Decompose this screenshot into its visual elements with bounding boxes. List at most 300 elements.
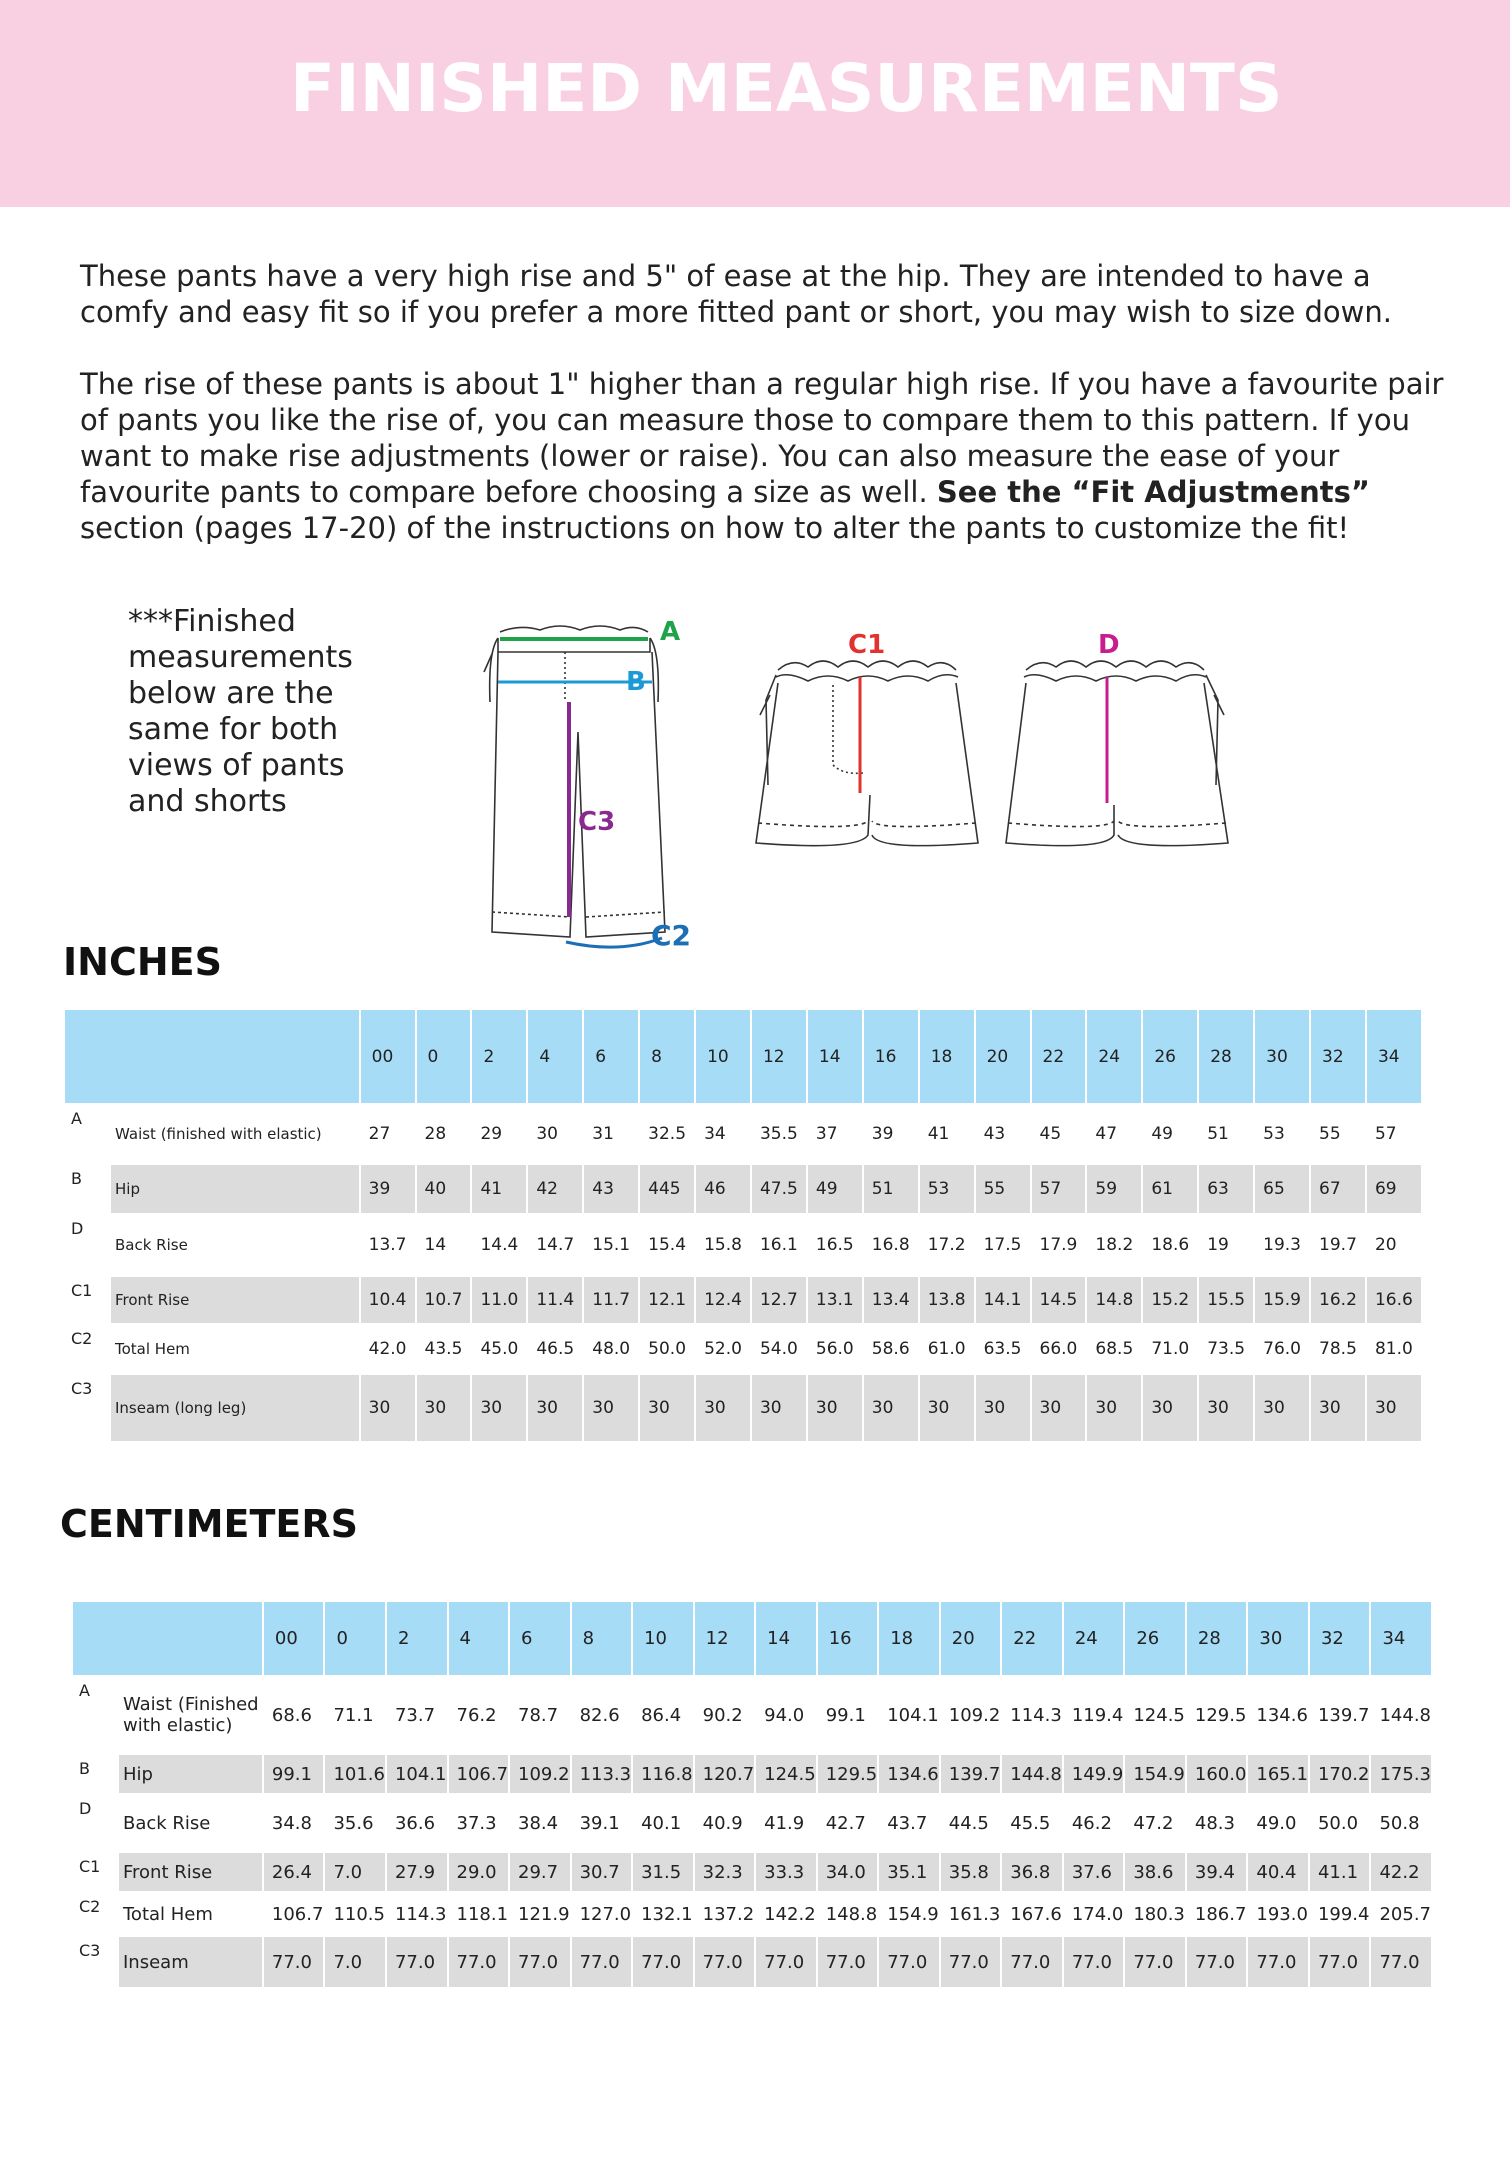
inches-table-row xyxy=(65,1277,1421,1323)
measurement-cell: 35.6 xyxy=(333,1812,374,1834)
measurement-cell: 18.6 xyxy=(1151,1235,1190,1255)
measurement-cell: 47.5 xyxy=(752,1165,806,1213)
measurement-cell: 71.1 xyxy=(333,1704,374,1726)
measurement-cell: 49.0 xyxy=(1256,1812,1297,1834)
measurement-cell: 30 xyxy=(640,1375,694,1441)
measurement-cell: 43.5 xyxy=(424,1339,463,1359)
row-label: Hip xyxy=(111,1165,359,1213)
inches-size-header: 22 xyxy=(1032,1010,1086,1103)
measurement-cell: 17.9 xyxy=(1039,1235,1078,1255)
measurement-cell: 13.7 xyxy=(368,1235,407,1255)
measurement-cell: 50.0 xyxy=(648,1339,687,1359)
measurement-cell: 42 xyxy=(528,1165,582,1213)
measurement-cell: 30 xyxy=(1143,1375,1197,1441)
measurement-cell: 58.6 xyxy=(871,1339,910,1359)
measurement-cell: 41 xyxy=(927,1124,950,1144)
row-code: B xyxy=(65,1165,109,1213)
measurement-cell: 82.6 xyxy=(579,1704,620,1726)
row-label: Inseam (long leg) xyxy=(111,1375,359,1441)
measurement-cell: 199.4 xyxy=(1317,1903,1370,1925)
inches-size-header: 28 xyxy=(1199,1010,1253,1103)
measurement-cell: 205.7 xyxy=(1379,1903,1431,1925)
centimeters-size-header: 6 xyxy=(510,1602,570,1675)
measurement-cell: 30 xyxy=(361,1375,415,1441)
measurement-cell: 59 xyxy=(1087,1165,1141,1213)
measurement-cell: 77.0 xyxy=(1310,1937,1370,1987)
measurement-cell: 77.0 xyxy=(818,1937,878,1987)
measurement-cell: 94.0 xyxy=(764,1704,805,1726)
measurement-cell: 11.4 xyxy=(528,1277,582,1323)
centimeters-size-header: 26 xyxy=(1125,1602,1185,1675)
measurement-cell: 174.0 xyxy=(1071,1903,1124,1925)
centimeters-table-row xyxy=(73,1893,1431,1935)
measurement-cell: 78.7 xyxy=(518,1704,559,1726)
row-label: Waist (finished with elastic) xyxy=(115,1124,322,1143)
measurement-cell: 51 xyxy=(864,1165,918,1213)
measurement-cell: 90.2 xyxy=(702,1704,743,1726)
centimeters-size-header: 10 xyxy=(633,1602,693,1675)
measurement-cell: 35.8 xyxy=(941,1853,1001,1891)
measurement-cell: 33.3 xyxy=(756,1853,816,1891)
measurement-cell: 77.0 xyxy=(633,1937,693,1987)
measurement-cell: 68.6 xyxy=(271,1704,312,1726)
measurement-cell: 144.8 xyxy=(1379,1704,1431,1726)
inches-table-row xyxy=(65,1165,1421,1213)
centimeters-table-row xyxy=(73,1937,1431,1987)
measurement-cell: 30 xyxy=(752,1375,806,1441)
measurement-cell: 29.7 xyxy=(510,1853,570,1891)
row-label: Back Rise xyxy=(115,1235,188,1254)
measurement-cell: 31 xyxy=(592,1124,614,1144)
shorts-front-diagram xyxy=(748,625,988,855)
measurement-cell: 170.2 xyxy=(1310,1755,1370,1793)
measurement-cell: 16.1 xyxy=(759,1235,798,1255)
measurement-cell: 31.5 xyxy=(633,1853,693,1891)
inches-size-header: 18 xyxy=(920,1010,974,1103)
inches-table-row xyxy=(65,1105,1421,1163)
measurement-cell: 142.2 xyxy=(764,1903,816,1925)
inches-table xyxy=(63,1008,1423,1443)
centimeters-size-header: 0 xyxy=(325,1602,385,1675)
measurement-cell: 12.4 xyxy=(696,1277,750,1323)
measurement-cell: 49 xyxy=(808,1165,862,1213)
centimeters-size-header: 34 xyxy=(1371,1602,1431,1675)
inches-size-header: 10 xyxy=(696,1010,750,1103)
measurement-cell: 30 xyxy=(1087,1375,1141,1441)
measurement-cell: 42.2 xyxy=(1371,1853,1431,1891)
measurement-cell: 445 xyxy=(640,1165,694,1213)
inches-size-header: 6 xyxy=(584,1010,638,1103)
measurement-cell: 14.7 xyxy=(536,1235,575,1255)
centimeters-size-header: 12 xyxy=(695,1602,755,1675)
measurement-cell: 41 xyxy=(472,1165,526,1213)
row-code: A xyxy=(65,1105,109,1163)
page-title: FINISHED MEASUREMENTS xyxy=(290,50,1283,127)
inches-size-header: 8 xyxy=(640,1010,694,1103)
measurement-cell: 49 xyxy=(1151,1124,1173,1144)
measurement-cell: 12.1 xyxy=(640,1277,694,1323)
label-d: D xyxy=(1098,630,1120,660)
measurement-cell: 14.1 xyxy=(976,1277,1030,1323)
inches-size-header: 4 xyxy=(528,1010,582,1103)
measurement-cell: 30 xyxy=(528,1375,582,1441)
inches-size-header: 0 xyxy=(417,1010,471,1103)
measurement-cell: 77.0 xyxy=(1371,1937,1431,1987)
fit-adjustments-reference: See the “Fit Adjustments” xyxy=(936,475,1370,509)
measurement-cell: 57 xyxy=(1374,1124,1397,1144)
measurement-cell: 48.3 xyxy=(1194,1812,1235,1834)
measurement-cell: 119.4 xyxy=(1071,1704,1124,1726)
measurement-cell: 19.7 xyxy=(1319,1235,1357,1255)
measurement-cell: 86.4 xyxy=(641,1704,682,1726)
measurement-cell: 15.9 xyxy=(1255,1277,1309,1323)
c2-label-svg xyxy=(645,915,705,955)
measurement-cell: 18.2 xyxy=(1095,1235,1134,1255)
measurement-cell: 43 xyxy=(584,1165,638,1213)
centimeters-size-header: 20 xyxy=(941,1602,1001,1675)
label-a: A xyxy=(660,617,681,647)
measurement-cell: 27.9 xyxy=(387,1853,447,1891)
measurement-cell: 45 xyxy=(1039,1124,1062,1144)
measurement-cell: 35.1 xyxy=(879,1853,939,1891)
measurement-cell: 17.2 xyxy=(927,1235,966,1255)
measurement-cell: 38.6 xyxy=(1125,1853,1185,1891)
measurement-cell: 139.7 xyxy=(1317,1704,1370,1726)
measurement-cell: 99.1 xyxy=(825,1704,866,1726)
measurement-cell: 77.0 xyxy=(387,1937,447,1987)
measurement-cell: 77.0 xyxy=(449,1937,509,1987)
measurement-cell: 30 xyxy=(696,1375,750,1441)
measurement-cell: 175.3 xyxy=(1371,1755,1431,1793)
measurement-cell: 132.1 xyxy=(641,1903,693,1925)
measurement-cell: 14.5 xyxy=(1032,1277,1086,1323)
row-code: C1 xyxy=(73,1853,117,1891)
measurement-cell: 43 xyxy=(983,1124,1006,1144)
measurement-cell: 32.5 xyxy=(648,1124,687,1144)
measurement-cell: 14 xyxy=(424,1235,447,1255)
measurement-cell: 10.7 xyxy=(417,1277,471,1323)
intro-paragraph-rise xyxy=(80,366,1450,546)
measurement-cell: 118.1 xyxy=(456,1903,509,1925)
measurement-cell: 137.2 xyxy=(702,1903,755,1925)
measurement-cell: 15.4 xyxy=(648,1235,687,1255)
centimeters-size-header: 24 xyxy=(1064,1602,1124,1675)
row-code: A xyxy=(73,1677,117,1753)
inches-size-header: 30 xyxy=(1255,1010,1309,1103)
measurement-cell: 114.3 xyxy=(1010,1704,1062,1726)
measurement-cell: 56.0 xyxy=(815,1339,854,1359)
measurement-cell: 28 xyxy=(424,1124,447,1144)
measurement-cell: 76.2 xyxy=(456,1704,497,1726)
measurement-cell: 77.0 xyxy=(1187,1937,1247,1987)
row-code: D xyxy=(65,1215,109,1275)
measurement-cell: 55 xyxy=(976,1165,1030,1213)
measurement-cell: 42.0 xyxy=(368,1339,407,1359)
measurement-cell: 113.3 xyxy=(572,1755,632,1793)
measurement-cell: 39 xyxy=(361,1165,415,1213)
centimeters-size-header: 30 xyxy=(1248,1602,1308,1675)
measurement-cell: 14.8 xyxy=(1087,1277,1141,1323)
measurement-cell: 121.9 xyxy=(518,1903,570,1925)
measurement-cell: 154.9 xyxy=(887,1903,939,1925)
measurement-cell: 116.8 xyxy=(633,1755,693,1793)
measurement-cell: 15.8 xyxy=(704,1235,742,1255)
measurement-cell: 55 xyxy=(1319,1124,1341,1144)
measurement-cell: 180.3 xyxy=(1133,1903,1185,1925)
measurement-cell: 11.0 xyxy=(472,1277,526,1323)
inches-size-header: 00 xyxy=(361,1010,415,1103)
centimeters-size-header: 00 xyxy=(264,1602,324,1675)
measurement-cell: 43.7 xyxy=(887,1812,928,1834)
measurement-cell: 13.1 xyxy=(808,1277,862,1323)
centimeters-size-header: 8 xyxy=(572,1602,632,1675)
row-code: C2 xyxy=(65,1325,109,1373)
measurement-cell: 148.8 xyxy=(825,1903,878,1925)
measurement-cell: 124.5 xyxy=(1133,1704,1185,1726)
label-b: B xyxy=(626,667,646,697)
centimeters-size-header: 28 xyxy=(1187,1602,1247,1675)
measurement-cell: 16.2 xyxy=(1311,1277,1365,1323)
inches-size-header: 2 xyxy=(472,1010,526,1103)
measurement-cell: 15.1 xyxy=(592,1235,631,1255)
centimeters-table-row xyxy=(73,1853,1431,1891)
measurement-cell: 48.0 xyxy=(592,1339,631,1359)
measurement-cell: 46.5 xyxy=(536,1339,575,1359)
measurement-cell: 30 xyxy=(417,1375,471,1441)
measurement-cell: 120.7 xyxy=(695,1755,755,1793)
measurement-cell: 46 xyxy=(696,1165,750,1213)
measurement-cell: 44.5 xyxy=(948,1812,989,1834)
measurement-cell: 129.5 xyxy=(818,1755,878,1793)
inches-size-header: 16 xyxy=(864,1010,918,1103)
measurement-cell: 77.0 xyxy=(695,1937,755,1987)
row-code: C1 xyxy=(65,1277,109,1323)
centimeters-size-header: 18 xyxy=(879,1602,939,1675)
inches-size-header: 14 xyxy=(808,1010,862,1103)
inches-table-row xyxy=(65,1325,1421,1373)
measurement-cell: 13.4 xyxy=(864,1277,918,1323)
measurement-cell: 61 xyxy=(1143,1165,1197,1213)
measurement-cell: 47.2 xyxy=(1133,1812,1174,1834)
measurement-cell: 41.9 xyxy=(764,1812,805,1834)
measurement-cell: 160.0 xyxy=(1187,1755,1247,1793)
measurement-cell: 30 xyxy=(472,1375,526,1441)
inches-table-row xyxy=(65,1215,1421,1275)
measurement-cell: 193.0 xyxy=(1256,1903,1308,1925)
measurement-cell: 50.8 xyxy=(1379,1812,1420,1834)
measurement-cell: 104.1 xyxy=(387,1755,447,1793)
measurement-cell: 134.6 xyxy=(1256,1704,1308,1726)
measurement-cell: 7.0 xyxy=(325,1937,385,1987)
centimeters-size-header: 16 xyxy=(818,1602,878,1675)
measurement-cell: 13.8 xyxy=(920,1277,974,1323)
measurement-cell: 30 xyxy=(1367,1375,1421,1441)
row-code: B xyxy=(73,1755,117,1793)
measurement-cell: 53 xyxy=(920,1165,974,1213)
measurement-cell: 35.5 xyxy=(759,1124,798,1144)
inches-section-title: INCHES xyxy=(63,940,222,984)
measurement-cell: 11.7 xyxy=(584,1277,638,1323)
measurement-cell: 161.3 xyxy=(948,1903,1001,1925)
measurement-cell: 77.0 xyxy=(1125,1937,1185,1987)
measurement-cell: 68.5 xyxy=(1095,1339,1134,1359)
row-label: Back Rise xyxy=(123,1812,211,1834)
measurement-cell: 134.6 xyxy=(879,1755,939,1793)
measurement-cell: 69 xyxy=(1367,1165,1421,1213)
measurement-cell: 19.3 xyxy=(1263,1235,1301,1255)
measurement-cell: 30 xyxy=(1255,1375,1309,1441)
measurement-cell: 114.3 xyxy=(394,1903,447,1925)
finished-measurements-note: ***Finished measurements below are the same for both views of pants and shorts xyxy=(128,604,353,819)
centimeters-size-header: 2 xyxy=(387,1602,447,1675)
measurement-cell: 77.0 xyxy=(941,1937,1001,1987)
measurement-cell: 52.0 xyxy=(704,1339,742,1359)
measurement-cell: 77.0 xyxy=(756,1937,816,1987)
measurement-cell: 7.0 xyxy=(325,1853,385,1891)
measurement-cell: 139.7 xyxy=(941,1755,1001,1793)
measurement-cell: 63 xyxy=(1199,1165,1253,1213)
measurement-cell: 37.6 xyxy=(1064,1853,1124,1891)
measurement-cell: 154.9 xyxy=(1125,1755,1185,1793)
pants-diagram xyxy=(470,612,700,962)
measurement-cell: 109.2 xyxy=(948,1704,1001,1726)
measurement-cell: 38.4 xyxy=(518,1812,559,1834)
inches-size-header: 26 xyxy=(1143,1010,1197,1103)
centimeters-table-row xyxy=(73,1795,1431,1851)
inches-size-header: 24 xyxy=(1087,1010,1141,1103)
measurement-cell: 110.5 xyxy=(333,1903,385,1925)
measurement-cell: 30 xyxy=(536,1124,558,1144)
measurement-cell: 77.0 xyxy=(572,1937,632,1987)
measurement-cell: 41.1 xyxy=(1310,1853,1370,1891)
measurement-cell: 73.5 xyxy=(1207,1339,1246,1359)
measurement-cell: 19 xyxy=(1207,1235,1229,1255)
measurement-cell: 66.0 xyxy=(1039,1339,1078,1359)
measurement-cell: 104.1 xyxy=(887,1704,939,1726)
measurement-cell: 67 xyxy=(1311,1165,1365,1213)
inches-size-header: 34 xyxy=(1367,1010,1421,1103)
measurement-cell: 81.0 xyxy=(1374,1339,1413,1359)
measurement-cell: 30 xyxy=(864,1375,918,1441)
measurement-cell: 39.1 xyxy=(579,1812,620,1834)
measurement-cell: 46.2 xyxy=(1071,1812,1112,1834)
measurement-cell: 39 xyxy=(871,1124,894,1144)
measurement-cell: 144.8 xyxy=(1002,1755,1062,1793)
measurement-cell: 77.0 xyxy=(1064,1937,1124,1987)
measurement-cell: 15.2 xyxy=(1143,1277,1197,1323)
measurement-cell: 16.8 xyxy=(871,1235,910,1255)
measurement-cell: 26.4 xyxy=(264,1853,324,1891)
measurement-cell: 65 xyxy=(1255,1165,1309,1213)
centimeters-table xyxy=(71,1600,1433,1989)
measurement-cell: 40 xyxy=(417,1165,471,1213)
measurement-cell: 54.0 xyxy=(759,1339,798,1359)
measurement-cell: 12.7 xyxy=(752,1277,806,1323)
measurement-cell: 101.6 xyxy=(325,1755,385,1793)
measurement-cell: 34.0 xyxy=(818,1853,878,1891)
measurement-cell: 167.6 xyxy=(1010,1903,1062,1925)
centimeters-size-header: 22 xyxy=(1002,1602,1062,1675)
row-code: C2 xyxy=(73,1893,117,1935)
measurement-cell: 77.0 xyxy=(1248,1937,1308,1987)
measurement-cell: 165.1 xyxy=(1248,1755,1308,1793)
measurement-cell: 37.3 xyxy=(456,1812,497,1834)
measurement-cell: 47 xyxy=(1095,1124,1118,1144)
measurement-cell: 109.2 xyxy=(510,1755,570,1793)
measurement-cell: 127.0 xyxy=(579,1903,632,1925)
measurement-cell: 39.4 xyxy=(1187,1853,1247,1891)
rise-text-start: The rise of these pants is about 1" higher than a regular high rise. If you have a favourite pair of pants you like the rise of, you can measure those to compare them to this pattern. If you want to make rise adjustments (lower or raise). You can also measure the ease of your favourite pants to compare before choosing a size as well. xyxy=(80,367,1444,509)
measurement-cell: 20 xyxy=(1374,1235,1397,1255)
measurement-cell: 14.4 xyxy=(480,1235,519,1255)
centimeters-table-row xyxy=(73,1755,1431,1793)
row-label: Waist (Finished with elastic) xyxy=(123,1694,259,1736)
label-c2: C2 xyxy=(651,919,692,952)
row-code: D xyxy=(73,1795,117,1851)
measurement-cell: 78.5 xyxy=(1319,1339,1357,1359)
measurement-cell: 106.7 xyxy=(271,1903,324,1925)
measurement-cell: 10.4 xyxy=(361,1277,415,1323)
measurement-cell: 29 xyxy=(480,1124,503,1144)
centimeters-section-title: CENTIMETERS xyxy=(60,1502,358,1546)
intro-paragraph-ease: These pants have a very high rise and 5" of ease at the hip. They are intended to have a comfy and easy fit so if you prefer a more fitted pant or short, you may wish to size down. xyxy=(80,259,1392,329)
inches-size-header: 32 xyxy=(1311,1010,1365,1103)
row-label: Hip xyxy=(119,1755,262,1793)
inches-size-header: 12 xyxy=(752,1010,806,1103)
measurement-cell: 57 xyxy=(1032,1165,1086,1213)
row-code: C3 xyxy=(65,1375,109,1441)
measurement-cell: 45.5 xyxy=(1010,1812,1051,1834)
measurement-cell: 77.0 xyxy=(879,1937,939,1987)
measurement-cell: 63.5 xyxy=(983,1339,1022,1359)
measurement-cell: 77.0 xyxy=(510,1937,570,1987)
centimeters-size-header: 32 xyxy=(1310,1602,1370,1675)
measurement-cell: 186.7 xyxy=(1194,1903,1247,1925)
measurement-cell: 40.1 xyxy=(641,1812,682,1834)
measurement-cell: 34.8 xyxy=(271,1812,312,1834)
measurement-cell: 30 xyxy=(1032,1375,1086,1441)
measurement-cell: 16.6 xyxy=(1367,1277,1421,1323)
measurement-cell: 106.7 xyxy=(449,1755,509,1793)
measurement-cell: 36.8 xyxy=(1002,1853,1062,1891)
measurement-cell: 40.4 xyxy=(1248,1853,1308,1891)
measurement-cell: 30 xyxy=(584,1375,638,1441)
centimeters-size-header: 14 xyxy=(756,1602,816,1675)
row-label: Total Hem xyxy=(123,1903,213,1925)
measurement-cell: 42.7 xyxy=(825,1812,866,1834)
measurement-cell: 30 xyxy=(920,1375,974,1441)
measurement-cell: 71.0 xyxy=(1151,1339,1190,1359)
measurement-cell: 77.0 xyxy=(264,1937,324,1987)
measurement-cell: 30.7 xyxy=(572,1853,632,1891)
measurement-cell: 51 xyxy=(1207,1124,1229,1144)
centimeters-size-header: 4 xyxy=(449,1602,509,1675)
shorts-back-diagram xyxy=(996,625,1236,855)
measurement-cell: 53 xyxy=(1263,1124,1285,1144)
measurement-cell: 76.0 xyxy=(1263,1339,1301,1359)
measurement-cell: 124.5 xyxy=(756,1755,816,1793)
measurement-cell: 45.0 xyxy=(480,1339,519,1359)
label-c3: C3 xyxy=(578,807,616,837)
measurement-cell: 30 xyxy=(976,1375,1030,1441)
measurement-cell: 36.6 xyxy=(394,1812,436,1834)
measurement-cell: 37 xyxy=(815,1124,838,1144)
measurement-cell: 77.0 xyxy=(1002,1937,1062,1987)
measurement-cell: 30 xyxy=(1199,1375,1253,1441)
measurement-cell: 99.1 xyxy=(264,1755,324,1793)
inches-size-header: 20 xyxy=(976,1010,1030,1103)
measurement-cell: 29.0 xyxy=(449,1853,509,1891)
